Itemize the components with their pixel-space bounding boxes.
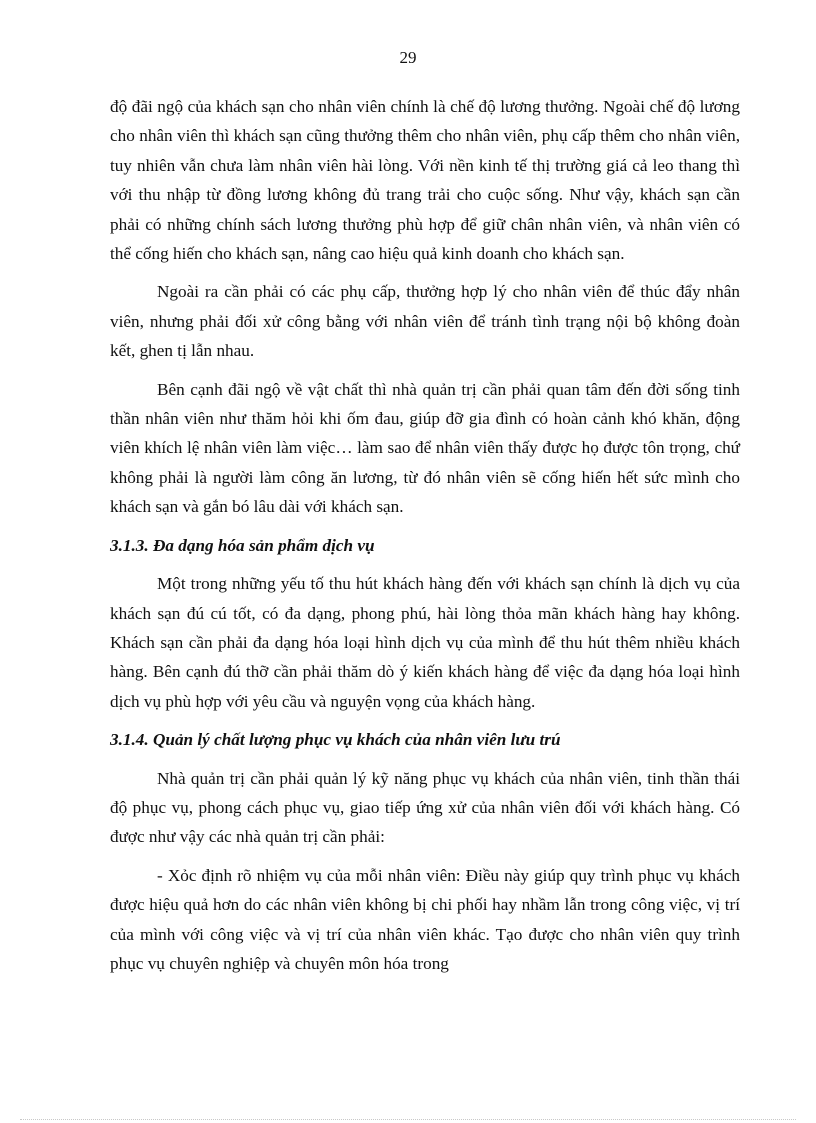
document-body [110, 92, 740, 987]
page-number: 29 [399, 48, 417, 67]
paragraph-service-quality: Nhà quản trị cần phải quản lý kỹ năng phục vụ khách của nhân viên, tinh thần thái độ phục vụ, phong cách phục vụ, giao tiếp ứng xử của nhân viên đối với khách hàng. Có được như vậy các nhà quản trị cần phải: [110, 768, 740, 847]
paragraph-salary-policy: độ đãi ngộ của khách sạn cho nhân viên chính là chế độ lương thưởng. Ngoài chế độ lương cho nhân viên thì khách sạn cũng thưởng thêm cho nhân viên, phụ cấp thêm cho nhân viên, tuy nhiên vẫn chưa làm nhân viên hài lòng. Với nền kinh tế thị trường giá cả leo thang thì với thu nhập từ đồng lương không đủ trang trải cho cuộc sống. Như vậy, khách sạn cần phải có những chính sách lương thưởng phù hợp để giữ chân nhân viên, và nhân viên có thể cống hiến cho khách sạn, nâng cao hiệu quả kinh doanh cho khách sạn. [110, 97, 740, 264]
section-heading-3-1-3: 3.1.3. Đa dạng hóa sản phẩm dịch vụ [110, 535, 375, 555]
paragraph-service-diversification: Một trong những yếu tố thu hút khách hàng đến với khách sạn chính là dịch vụ của khách sạn đú cú tốt, có đa dạng, phong phú, hài lòng thỏa mãn khách hàng hay không. Khách sạn cần phải đa dạng hóa loại hình dịch vụ của mình để thu hút thêm nhiều khách hàng. Bên cạnh đú thỡ cần phải thăm dò ý kiến khách hàng để việc đa dạng hóa loại hình dịch vụ phù hợp với yêu cầu và nguyện vọng của khách hàng. [110, 574, 740, 711]
page-bottom-divider [20, 1119, 796, 1120]
paragraph-define-duties: - Xỏc định rõ nhiệm vụ của mỗi nhân viên: Điều này giúp quy trình phục vụ khách được hiệu quả hơn do các nhân viên không bị chi phối hay nhầm lẫn trong công việc, vị trí của mình với công việc và vị trí của nhân viên khác. Tạo được cho nhân viên quy trình phục vụ chuyên nghiệp và chuyên môn hóa trong [110, 865, 740, 973]
paragraph-allowances: Ngoài ra cần phải có các phụ cấp, thưởng hợp lý cho nhân viên để thúc đẩy nhân viên, nhưng phải đối xử công bằng với nhân viên để tránh tình trạng nội bộ không đoàn kết, ghen tị lẫn nhau. [110, 282, 740, 361]
paragraph-spiritual-care: Bên cạnh đãi ngộ về vật chất thì nhà quản trị cần phải quan tâm đến đời sống tinh thần nhân viên như thăm hỏi khi ốm đau, giúp đỡ gia đình có hoàn cảnh khó khăn, động viên khích lệ nhân viên làm việc… làm sao để nhân viên thấy được họ được tôn trọng, chứ không phải là người làm công ăn lương, từ đó nhân viên sẽ cống hiến hết sức mình cho khách sạn và gắn bó lâu dài với khách sạn. [110, 379, 740, 517]
section-heading-3-1-4: 3.1.4. Quản lý chất lượng phục vụ khách của nhân viên lưu trú [110, 730, 561, 750]
